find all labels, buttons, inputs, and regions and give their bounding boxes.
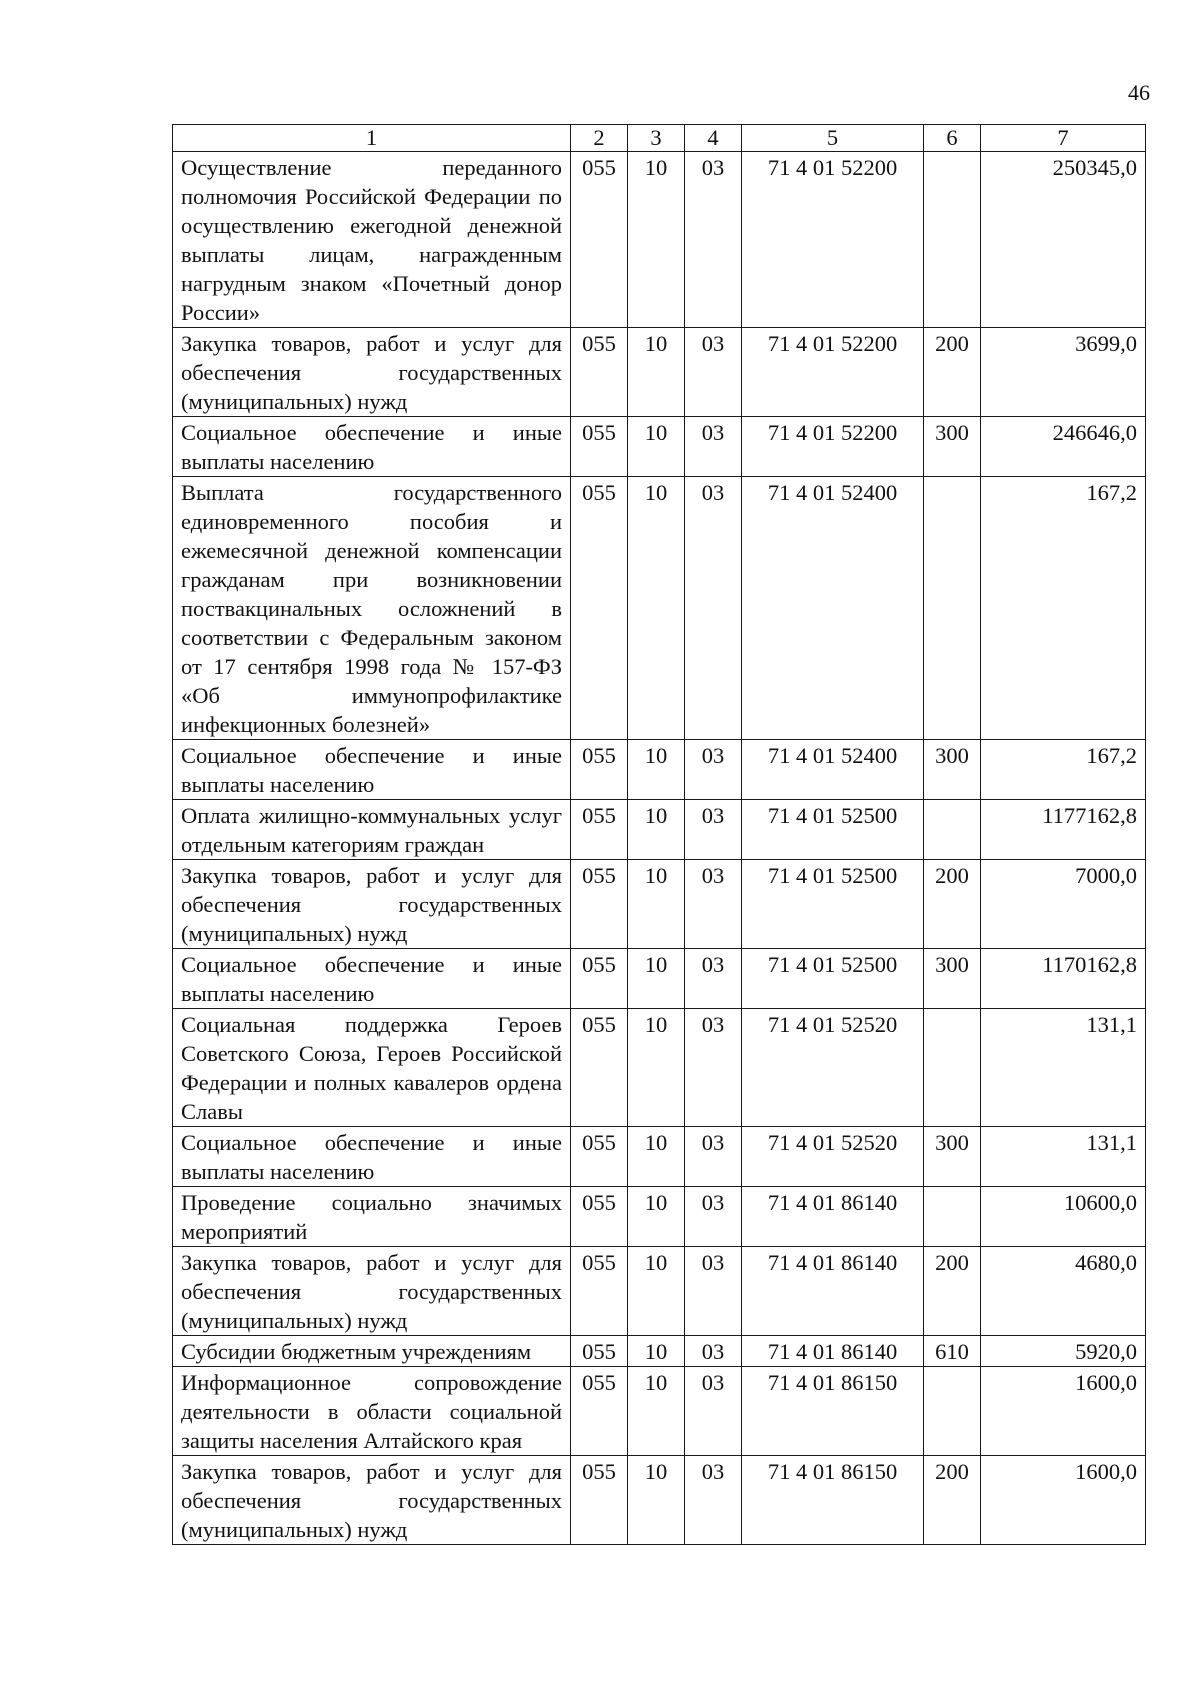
row-name-cell: Закупка товаров, работ и услуг для обеспечения государственных (муниципальных) нужд xyxy=(173,1456,571,1545)
row-vr-cell xyxy=(924,1009,981,1127)
row-sum-cell: 250345,0 xyxy=(981,152,1146,328)
header-col-1: 1 xyxy=(173,125,571,152)
row-name-cell: Осуществление переданного полномочия Российской Федерации по осуществлению ежегодной денежной выплаты лицам, награжденным нагрудным знаком «Почетный донор России» xyxy=(173,152,571,328)
row-rz-cell: 10 xyxy=(628,740,685,800)
row-pr-cell: 03 xyxy=(685,800,742,860)
row-pr-cell: 03 xyxy=(685,740,742,800)
row-csr-cell: 71 4 01 52500 xyxy=(742,800,924,860)
table-row xyxy=(173,1336,1146,1367)
row-csr-cell: 71 4 01 86150 xyxy=(742,1456,924,1545)
row-vr-cell: 300 xyxy=(924,740,981,800)
row-name-cell: Закупка товаров, работ и услуг для обеспечения государственных (муниципальных) нужд xyxy=(173,328,571,417)
table-row xyxy=(173,1456,1146,1545)
header-col-2: 2 xyxy=(571,125,628,152)
row-pr-cell: 03 xyxy=(685,1456,742,1545)
table-row xyxy=(173,328,1146,417)
row-csr-cell: 71 4 01 86150 xyxy=(742,1367,924,1456)
table-row xyxy=(173,740,1146,800)
row-rz-cell: 10 xyxy=(628,860,685,949)
row-ved-cell: 055 xyxy=(571,1367,628,1456)
row-pr-cell: 03 xyxy=(685,1009,742,1127)
row-csr-cell: 71 4 01 86140 xyxy=(742,1336,924,1367)
row-ved-cell: 055 xyxy=(571,1456,628,1545)
row-csr-cell: 71 4 01 52520 xyxy=(742,1009,924,1127)
header-col-5: 5 xyxy=(742,125,924,152)
row-sum-cell: 3699,0 xyxy=(981,328,1146,417)
row-name-cell: Закупка товаров, работ и услуг для обеспечения государственных (муниципальных) нужд xyxy=(173,1247,571,1336)
table-row xyxy=(173,949,1146,1009)
row-csr-cell: 71 4 01 52200 xyxy=(742,152,924,328)
row-sum-cell: 1170162,8 xyxy=(981,949,1146,1009)
row-pr-cell: 03 xyxy=(685,949,742,1009)
row-csr-cell: 71 4 01 52500 xyxy=(742,949,924,1009)
table-row xyxy=(173,1367,1146,1456)
row-name-cell: Закупка товаров, работ и услуг для обеспечения государственных (муниципальных) нужд xyxy=(173,860,571,949)
table-row xyxy=(173,417,1146,477)
row-name-cell: Социальное обеспечение и иные выплаты населению xyxy=(173,949,571,1009)
row-sum-cell: 1177162,8 xyxy=(981,800,1146,860)
row-name-cell: Информационное сопровождение деятельности в области социальной защиты населения Алтайского края xyxy=(173,1367,571,1456)
row-rz-cell: 10 xyxy=(628,1127,685,1187)
row-csr-cell: 71 4 01 86140 xyxy=(742,1247,924,1336)
row-ved-cell: 055 xyxy=(571,417,628,477)
row-sum-cell: 10600,0 xyxy=(981,1187,1146,1247)
row-pr-cell: 03 xyxy=(685,152,742,328)
row-ved-cell: 055 xyxy=(571,152,628,328)
row-vr-cell: 300 xyxy=(924,417,981,477)
row-pr-cell: 03 xyxy=(685,477,742,740)
row-csr-cell: 71 4 01 52200 xyxy=(742,328,924,417)
row-rz-cell: 10 xyxy=(628,1336,685,1367)
row-sum-cell: 7000,0 xyxy=(981,860,1146,949)
row-rz-cell: 10 xyxy=(628,949,685,1009)
row-name-cell: Социальное обеспечение и иные выплаты населению xyxy=(173,1127,571,1187)
header-col-4: 4 xyxy=(685,125,742,152)
row-rz-cell: 10 xyxy=(628,477,685,740)
row-name-cell: Субсидии бюджетным учреждениям xyxy=(173,1336,571,1367)
row-pr-cell: 03 xyxy=(685,1367,742,1456)
header-col-7: 7 xyxy=(981,125,1146,152)
row-rz-cell: 10 xyxy=(628,1456,685,1545)
row-csr-cell: 71 4 01 52400 xyxy=(742,477,924,740)
row-vr-cell xyxy=(924,1187,981,1247)
table-row xyxy=(173,800,1146,860)
header-col-3: 3 xyxy=(628,125,685,152)
row-pr-cell: 03 xyxy=(685,328,742,417)
table-row xyxy=(173,1187,1146,1247)
row-ved-cell: 055 xyxy=(571,800,628,860)
row-csr-cell: 71 4 01 52400 xyxy=(742,740,924,800)
row-vr-cell: 200 xyxy=(924,328,981,417)
row-rz-cell: 10 xyxy=(628,800,685,860)
table-row xyxy=(173,860,1146,949)
table-row xyxy=(173,1009,1146,1127)
row-rz-cell: 10 xyxy=(628,1187,685,1247)
row-csr-cell: 71 4 01 52200 xyxy=(742,417,924,477)
row-sum-cell: 167,2 xyxy=(981,740,1146,800)
row-ved-cell: 055 xyxy=(571,1187,628,1247)
row-name-cell: Выплата государственного единовременного пособия и ежемесячной денежной компенсации гражданам при возникновении поствакцинальных осложнений в соответствии с Федеральным законом от 17 сентября 1998 года № 157-ФЗ «Об иммунопрофилактике инфекционных болезней» xyxy=(173,477,571,740)
row-ved-cell: 055 xyxy=(571,1336,628,1367)
row-rz-cell: 10 xyxy=(628,1247,685,1336)
table-row xyxy=(173,1127,1146,1187)
row-pr-cell: 03 xyxy=(685,417,742,477)
table-row xyxy=(173,477,1146,740)
row-pr-cell: 03 xyxy=(685,1247,742,1336)
row-sum-cell: 167,2 xyxy=(981,477,1146,740)
row-sum-cell: 4680,0 xyxy=(981,1247,1146,1336)
table-body xyxy=(173,152,1146,1545)
header-col-6: 6 xyxy=(924,125,981,152)
row-ved-cell: 055 xyxy=(571,1127,628,1187)
budget-table xyxy=(172,124,1146,1545)
row-ved-cell: 055 xyxy=(571,328,628,417)
row-ved-cell: 055 xyxy=(571,740,628,800)
row-sum-cell: 246646,0 xyxy=(981,417,1146,477)
row-rz-cell: 10 xyxy=(628,1367,685,1456)
row-name-cell: Оплата жилищно-коммунальных услуг отдельным категориям граждан xyxy=(173,800,571,860)
row-vr-cell xyxy=(924,800,981,860)
row-ved-cell: 055 xyxy=(571,860,628,949)
row-sum-cell: 1600,0 xyxy=(981,1367,1146,1456)
row-name-cell: Социальное обеспечение и иные выплаты населению xyxy=(173,740,571,800)
row-sum-cell: 131,1 xyxy=(981,1127,1146,1187)
row-pr-cell: 03 xyxy=(685,1187,742,1247)
row-name-cell: Социальное обеспечение и иные выплаты населению xyxy=(173,417,571,477)
row-csr-cell: 71 4 01 52520 xyxy=(742,1127,924,1187)
row-rz-cell: 10 xyxy=(628,152,685,328)
page-number: 46 xyxy=(1128,80,1150,105)
row-vr-cell: 200 xyxy=(924,1456,981,1545)
row-vr-cell: 200 xyxy=(924,1247,981,1336)
table-row xyxy=(173,1247,1146,1336)
row-ved-cell: 055 xyxy=(571,949,628,1009)
table-row xyxy=(173,152,1146,328)
row-sum-cell: 131,1 xyxy=(981,1009,1146,1127)
row-sum-cell: 5920,0 xyxy=(981,1336,1146,1367)
row-rz-cell: 10 xyxy=(628,417,685,477)
row-pr-cell: 03 xyxy=(685,1127,742,1187)
row-vr-cell: 300 xyxy=(924,949,981,1009)
row-ved-cell: 055 xyxy=(571,1247,628,1336)
row-ved-cell: 055 xyxy=(571,477,628,740)
row-vr-cell: 610 xyxy=(924,1336,981,1367)
row-rz-cell: 10 xyxy=(628,328,685,417)
row-sum-cell: 1600,0 xyxy=(981,1456,1146,1545)
row-pr-cell: 03 xyxy=(685,1336,742,1367)
row-csr-cell: 71 4 01 86140 xyxy=(742,1187,924,1247)
row-vr-cell xyxy=(924,1367,981,1456)
row-name-cell: Проведение социально значимых мероприятий xyxy=(173,1187,571,1247)
row-ved-cell: 055 xyxy=(571,1009,628,1127)
row-vr-cell: 200 xyxy=(924,860,981,949)
table-header xyxy=(173,125,1146,152)
row-vr-cell: 300 xyxy=(924,1127,981,1187)
row-pr-cell: 03 xyxy=(685,860,742,949)
row-vr-cell xyxy=(924,477,981,740)
row-name-cell: Социальная поддержка Героев Советского Союза, Героев Российской Федерации и полных кавалеров ордена Славы xyxy=(173,1009,571,1127)
header-row xyxy=(173,125,1146,152)
row-csr-cell: 71 4 01 52500 xyxy=(742,860,924,949)
row-vr-cell xyxy=(924,152,981,328)
row-rz-cell: 10 xyxy=(628,1009,685,1127)
